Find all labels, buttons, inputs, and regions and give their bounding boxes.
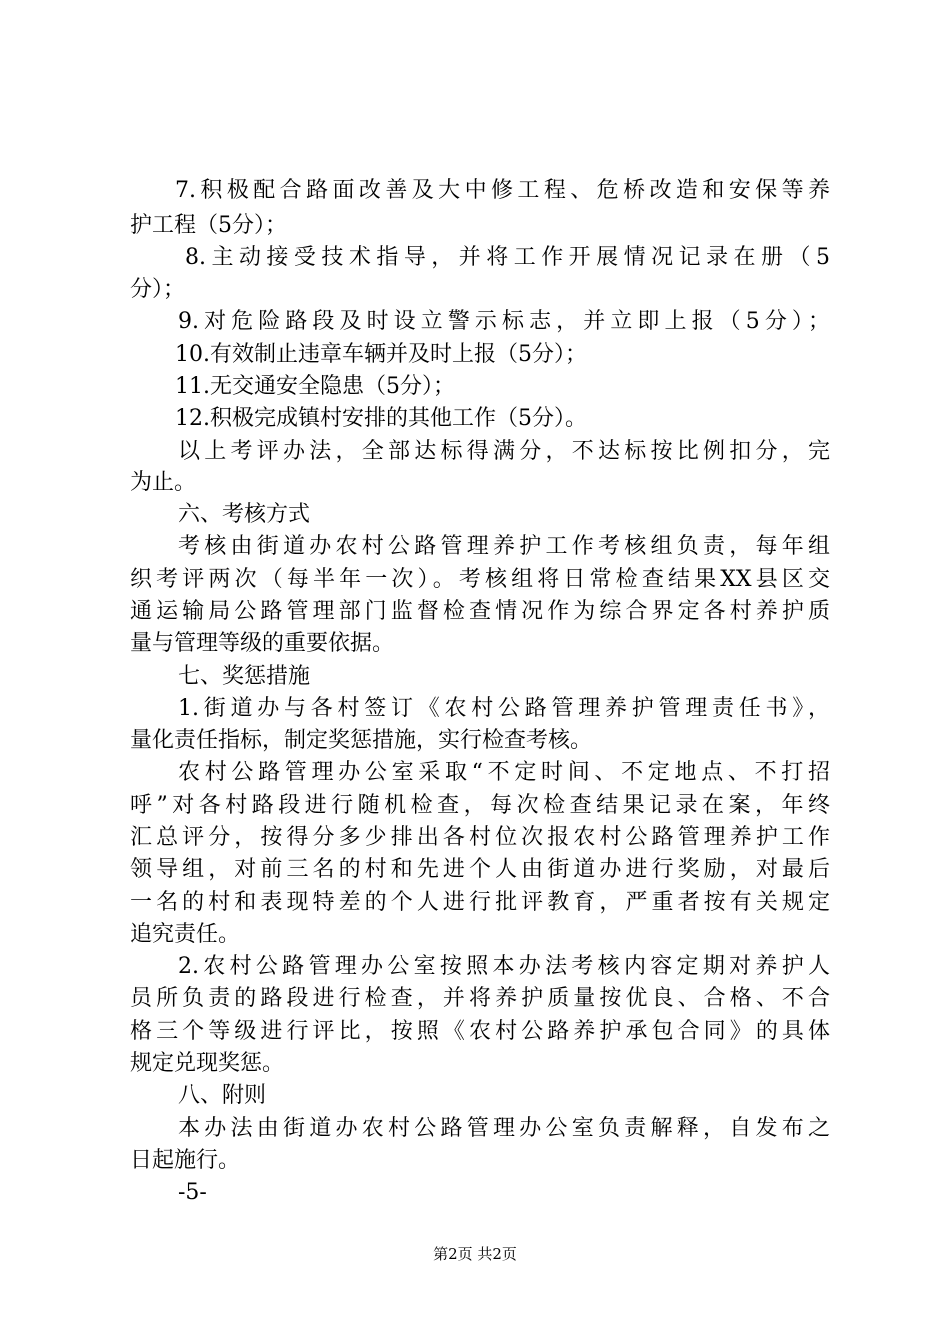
text-line: 追究责任。 [130, 922, 241, 947]
text-line: 一名的村和表现特差的个人进行批评教育，严重者按有关规定 [130, 890, 830, 915]
text-line: 本办法由街道办农村公路管理办公室负责解释，自发布之 [178, 1116, 830, 1141]
text-line: 以上考评办法，全部达标得满分，不达标按比例扣分，完 [178, 439, 830, 464]
text-line: 量与管理等级的重要依据。 [130, 631, 395, 656]
text-line: 汇总评分，按得分多少排出各村位次报农村公路管理养护工作 [130, 825, 830, 850]
text-line: 呼”对各村路段进行随机检查，每次检查结果记录在案，年终 [130, 793, 830, 818]
text-line: 分）； [130, 277, 186, 302]
text-line: 为止。 [130, 470, 197, 495]
section-heading: 六、考核方式 [178, 502, 311, 527]
text-line: 考核由街道办农村公路管理养护工作考核组负责，每年组 [178, 534, 830, 559]
text-line: 护工程（5分）； [130, 213, 287, 238]
section-heading: 七、奖惩措施 [178, 664, 311, 689]
text-line: 1.街道办与各村签订《农村公路管理养护管理责任书》， [178, 696, 830, 721]
text-line: 领导组，对前三名的村和先进个人由街道办进行奖励，对最后 [130, 857, 830, 882]
text-line: 12.积极完成镇村安排的其他工作（5分）。 [175, 406, 587, 431]
text-line: 7.积极配合路面改善及大中修工程、危桥改造和安保等养 [175, 178, 830, 203]
text-line: 2.农村公路管理办公室按照本办法考核内容定期对养护人 [178, 954, 830, 979]
text-line: 量化责任指标，制定奖惩措施，实行检查考核。 [130, 728, 593, 753]
text-line: 日起施行。 [130, 1148, 241, 1173]
text-line: 10.有效制止违章车辆并及时上报（5分）； [175, 342, 587, 367]
text-line: 员所负责的路段进行检查，并将养护质量按优良、合格、不合 [130, 986, 830, 1011]
text-line: 8.主动接受技术指导，并将工作开展情况记录在册（5 [185, 245, 830, 270]
section-heading: 八、附则 [178, 1083, 267, 1108]
text-line: 通运输局公路管理部门监督检查情况作为综合界定各村养护质 [130, 599, 830, 624]
page-footer: 第2页 共2页 [433, 1245, 517, 1263]
inline-page-number: -5- [178, 1180, 207, 1205]
text-line: 11.无交通安全隐患（5分）； [175, 374, 455, 399]
text-line: 规定兑现奖惩。 [130, 1051, 285, 1076]
text-line: 9.对危险路段及时设立警示标志，并立即上报（5分）； [178, 309, 830, 334]
text-line: 织考评两次（每半年一次）。考核组将日常检查结果XX县区交 [130, 567, 830, 592]
text-line: 格三个等级进行评比，按照《农村公路养护承包合同》的具体 [130, 1019, 830, 1044]
text-line: 农村公路管理办公室采取“不定时间、不定地点、不打招 [178, 760, 830, 785]
